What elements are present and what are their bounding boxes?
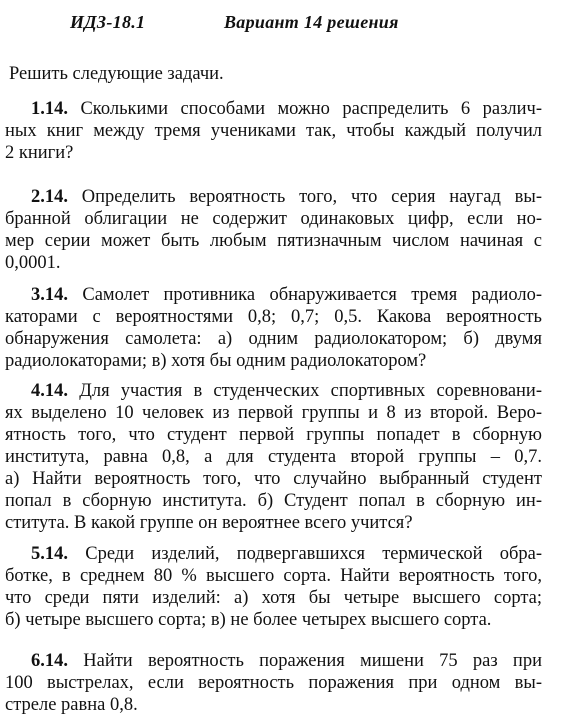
task-number: 2.14.	[31, 187, 68, 207]
task-line: 1.14. Сколькими способами можно распределить 6 различ-	[31, 99, 542, 119]
task-line: стреле равна 0,8.	[5, 695, 138, 715]
task-line: ятность того, что студент первой группы попадет в сборную	[5, 425, 542, 445]
task-line: мер серии может быть любым пятизначным числом начиная с	[5, 231, 542, 251]
task-3	[5, 284, 542, 372]
variant-title: Вариант 14 решения	[224, 12, 399, 32]
task-line: 100 выстрелах, если вероятность поражения при одном вы-	[5, 673, 542, 693]
task-line: ях выделено 10 человек из первой группы и 8 из второй. Веро-	[5, 403, 542, 423]
task-line: б) четыре высшего сорта; в) не более четырех высшего сорта.	[5, 610, 492, 630]
task-line: что среди пяти изделий: а) хотя бы четыре высшего сорта;	[5, 588, 542, 608]
task-4	[5, 380, 542, 534]
intro-text: Решить следующие задачи.	[9, 64, 224, 84]
task-line: 3.14. Самолет противника обнаруживается тремя радиоло-	[31, 285, 542, 305]
task-line: 6.14. Найти вероятность поражения мишени 75 раз при	[31, 651, 542, 671]
task-6	[5, 650, 542, 716]
task-line: ститута. В какой группе он вероятнее всего учится?	[5, 513, 413, 533]
task-line: 2.14. Определить вероятность того, что серия наугад вы-	[31, 187, 542, 207]
task-number: 4.14.	[31, 381, 68, 401]
page-header	[0, 12, 584, 36]
task-line: ботке, в среднем 80 % высшего сорта. Найти вероятность того,	[5, 566, 542, 586]
task-2	[5, 186, 542, 274]
task-line: обнаружения самолета: а) одним радиолокатором; б) двумя	[5, 329, 542, 349]
task-line: института, равна 0,8, а для студента второй группы – 0,7.	[5, 447, 542, 467]
task-line: каторами с вероятностями 0,8; 0,7; 0,5. Какова вероятность	[5, 307, 542, 327]
task-1	[5, 98, 542, 164]
task-number: 1.14.	[31, 99, 68, 119]
assignment-code: ИДЗ-18.1	[70, 12, 146, 32]
task-line: бранной облигации не содержит одинаковых цифр, если но-	[5, 209, 542, 229]
task-line: 0,0001.	[5, 253, 61, 273]
task-number: 5.14.	[31, 544, 68, 564]
task-line: 2 книги?	[5, 143, 74, 163]
task-number: 6.14.	[31, 651, 68, 671]
task-line: попал в сборную института. б) Студент попал в сборную ин-	[5, 491, 542, 511]
task-line: 4.14. Для участия в студенческих спортивных соревновани-	[31, 381, 542, 401]
task-line: 5.14. Среди изделий, подвергавшихся термической обра-	[31, 544, 543, 564]
task-line: радиолокаторами; в) хотя бы одним радиолокатором?	[5, 351, 427, 371]
task-line: а) Найти вероятность того, что случайно выбранный студент	[5, 469, 542, 489]
task-line: ных книг между тремя учениками так, чтобы каждый получил	[5, 121, 542, 141]
task-5	[5, 543, 542, 631]
task-number: 3.14.	[31, 285, 68, 305]
